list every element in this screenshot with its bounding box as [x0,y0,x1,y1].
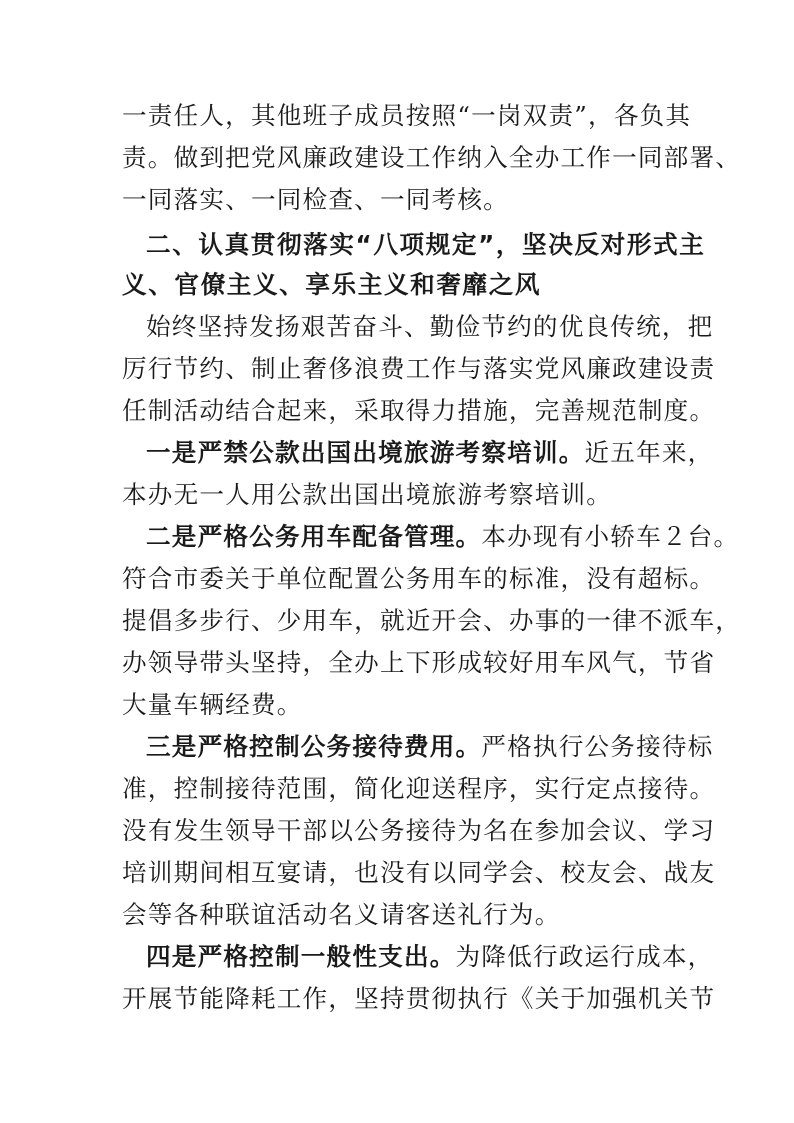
paragraph-line [146,522,740,552]
item-text: 为降低行政运行成本， [455,942,714,971]
item-lead: 二是严格公务用车配备管理。 [146,522,482,551]
paragraph-line: 会等各种联谊活动名义请客送礼行为。 [122,900,561,929]
paragraph-line: 没有发生领导干部以公务接待为名在参加会议、学习 [122,816,716,845]
paragraph-line [146,438,714,468]
item-lead: 三是严格控制公务接待费用。 [146,732,482,761]
section-heading: 义、官僚主义、享乐主义和奢靡之风 [122,270,542,299]
paragraph-line: 培训期间相互宴请，也没有以同学会、校友会、战友 [122,858,716,887]
item-lead: 一是严禁公款出国出境旅游考察培训。 [146,438,585,467]
paragraph-line: 一同落实、一同检查、一同考核。 [122,185,509,214]
paragraph-line: 本办无一人用公款出国出境旅游考察培训。 [122,480,613,509]
item-lead: 四是严格控制一般性支出。 [146,942,456,971]
paragraph-line: 责。做到把党风廉政建设工作纳入全办工作一同部署、 [122,143,742,172]
item-text: 严格执行公务接待标 [481,732,714,761]
paragraph-line: 始终坚持发扬艰苦奋斗、勤俭节约的优良传统，把 [146,312,714,341]
paragraph-line [146,942,714,972]
paragraph-line: 办领导带头坚持，全办上下形成较好用车风气，节省 [122,648,716,677]
item-text: 本办现有小轿车２台。 [481,522,740,551]
paragraph-line: 符合市委关于单位配置公务用车的标准，没有超标。 [122,564,716,593]
paragraph-line: 一责任人，其他班子成员按照“一岗双责”，各负其 [122,101,692,130]
paragraph-line: 任制活动结合起来，采取得力措施，完善规范制度。 [122,396,716,425]
item-text: 近五年来， [584,438,714,467]
paragraph-line [146,732,714,762]
section-heading: 二、认真贯彻落实“八项规定”，坚决反对形式主 [146,230,706,259]
paragraph-line: 厉行节约、制止奢侈浪费工作与落实党风廉政建设责 [122,354,716,383]
paragraph-line: 大量车辆经费。 [122,690,303,719]
paragraph-line: 开展节能降耗工作，坚持贯彻执行《关于加强机关节 [122,984,716,1013]
paragraph-line: 准，控制接待范围，简化迎送程序，实行定点接待。 [122,774,716,803]
paragraph-line: 提倡多步行、少用车，就近开会、办事的一律不派车， [122,606,742,635]
